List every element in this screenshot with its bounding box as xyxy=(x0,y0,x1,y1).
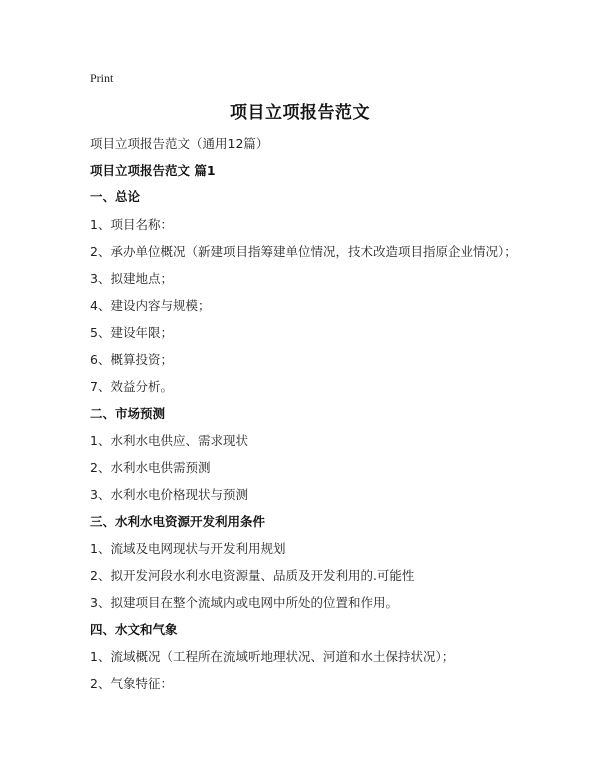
list-item: 5、建设年限； xyxy=(90,325,173,340)
section-heading: 三、水利水电资源开发利用条件 xyxy=(90,514,266,529)
document-title: 项目立项报告范文 xyxy=(230,103,370,123)
section-heading: 二、市场预测 xyxy=(90,406,166,421)
list-item: 2、拟开发河段水利水电资源量、品质及开发利用的.可能性 xyxy=(90,568,415,583)
list-item: 3、拟建项目在整个流域内或电网中所处的位置和作用。 xyxy=(90,595,398,610)
list-item: 1、流域概况（工程所在流域听地理状况、河道和水土保持状况）； xyxy=(90,649,455,664)
subtitle-line: 项目立项报告范文（通用12篇） xyxy=(90,136,269,151)
list-item: 3、拟建地点； xyxy=(90,271,173,286)
list-item: 6、概算投资； xyxy=(90,352,173,367)
section-heading: 项目立项报告范文 篇1 xyxy=(90,163,216,178)
list-item: 1、水利水电供应、需求现状 xyxy=(90,433,248,448)
list-item: 4、建设内容与规模； xyxy=(90,298,211,313)
section-heading: 一、总论 xyxy=(90,189,141,204)
list-item: 1、流域及电网现状与开发利用规划 xyxy=(90,541,286,556)
list-item: 2、承办单位概况（新建项目指筹建单位情况，技术改造项目指原企业情况）； xyxy=(90,244,517,259)
list-item: 7、效益分析。 xyxy=(90,379,173,394)
list-item: 2、水利水电供需预测 xyxy=(90,460,211,475)
list-item: 3、水利水电价格现状与预测 xyxy=(90,487,248,502)
list-item: 2、气象特征： xyxy=(90,676,173,691)
section-heading: 四、水文和气象 xyxy=(90,622,178,637)
list-item: 1、项目名称： xyxy=(90,217,173,232)
print-label: Print xyxy=(90,71,114,85)
